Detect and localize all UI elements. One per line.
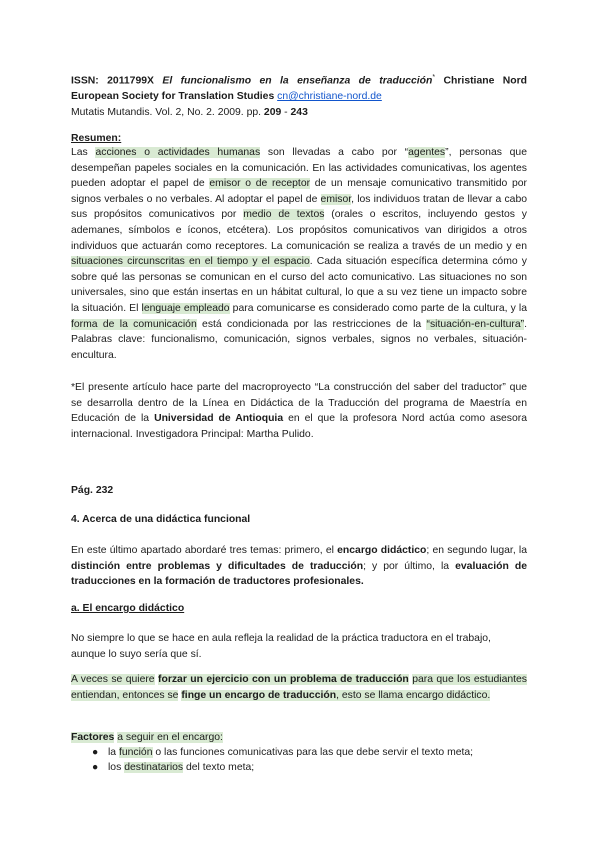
list-item: ● los destinatarios del texto meta; <box>92 762 255 773</box>
term-distincion: distinción entre problemas y dificultades de traducción <box>71 560 364 572</box>
highlight-agentes: agentes <box>408 147 446 158</box>
factores-heading: Factores a seguir en el encargo: <box>71 732 223 743</box>
author-email-link[interactable]: cn@christiane-nord.de <box>277 91 382 103</box>
section-intro: En este último apartado abordaré tres temas: primero, el encargo didáctico; en segundo lugar, la distinción entre problemas y dificultades de traducción; y por último, la evaluación de traducciones en la formación de traductores profesionales. <box>71 545 527 587</box>
abstract-paragraph: Las acciones o actividades humanas son llevadas a cabo por “agentes”, personas que desempeñan papeles sociales en la comunicación. En las actividades comunicativas, los agentes pueden adoptar el papel de emisor o de receptor de un mensaje comunicativo transmitido por signos verbales o no verbales. Al adoptar el papel de emisor, los individuos tratan de llevar a cabo sus propósitos comunicativos por medio de textos (orales o escritos, incluyendo gestos y ademanes, símbolos e íconos, etcétera). Los propósitos comunicativos van dirigidos a otros individuos que actuarán como receptores. La comunicación se realiza a través de un medio y en situaciones circunscritas en el tiempo y el espacio. Cada situación específica determina cómo y sobre qué las personas se comunican en el curso del acto comunicativo. Las situaciones no son universales, sino que están insertas en un hábitat cultural, lo que a su vez tiene un impacto sobre la situación. El lenguaje empleado para comunicarse es considerado como parte de la cultura, y la forma de la comunicación está condicionada por las restricciones de la “situación-en-cultura”. Palabras clave: funcionalismo, comunicación, signos verbales, signos no verbales, situación-encultura. <box>71 147 528 361</box>
header-line-1 <box>71 70 527 89</box>
article-title: El funcionalismo en la enseñanza de traducción <box>162 75 433 87</box>
issn: ISSN: 2011799X <box>71 75 154 87</box>
society-name: European Society for Translation Studies <box>71 91 275 103</box>
section-heading: 4. Acerca de una didáctica funcional <box>71 514 251 525</box>
term-encargo-didactico: encargo didáctico <box>337 545 427 556</box>
list-item: ● la función o las funciones comunicativas para las que debe servir el texto meta; <box>92 747 474 758</box>
journal-citation: Mutatis Mutandis. Vol. 2, No. 2. 2009. pp. 209 - 243 <box>71 107 308 119</box>
page-label: Pág. 232 <box>71 485 114 496</box>
author-name: Christiane Nord <box>443 75 528 87</box>
bullet-icon: ● <box>92 747 99 758</box>
highlight-forma-comunicacion: forma de la comunicación <box>71 318 197 330</box>
subsection-heading: a. El encargo didáctico <box>71 603 185 614</box>
footnote: *El presente artículo hace parte del macroproyecto “La construcción del saber del traductor” que se desarrolla dentro de la Línea en Didáctica de la Traducción del programa de Maestría en Educación de la Universidad de Antioquia en el que la profesora Nord actúa como asesora internacional. Investigadora Principal: Martha Pulido. <box>71 382 528 440</box>
header-line-2 <box>71 89 527 105</box>
page-end: 243 <box>290 107 308 119</box>
highlight-medio-textos: medio de textos <box>243 209 325 221</box>
highlight-situacion-cultura: “situación-en-cultura” <box>426 318 525 330</box>
highlight-acciones: acciones o actividades humanas <box>95 147 261 158</box>
highlight-situaciones: situaciones circunscritas en el tiempo y el espacio <box>71 256 310 268</box>
highlight-funcion: función <box>118 747 153 758</box>
highlighted-paragraph: A veces se quiere forzar un ejercicio con un problema de traducción para que los estudiantes entiendan, entonces se finge un encargo de traducción, esto se llama encargo didáctico. <box>71 674 527 701</box>
term-forzar-ejercicio: forzar un ejercicio con un problema de traducción <box>158 674 409 685</box>
factores-list <box>71 745 527 775</box>
document-header <box>71 70 527 121</box>
abstract-heading: Resumen: <box>71 133 122 144</box>
highlight-emisor-receptor: emisor o de receptor <box>209 178 311 190</box>
subsection-paragraph: No siempre lo que se hace en aula refleja la realidad de la práctica traductora en el trabajo, aunque lo suyo sería que sí. <box>71 633 491 660</box>
factores-block <box>71 730 527 775</box>
page-start: 209 <box>263 107 282 119</box>
term-finge-encargo: finge un encargo de traducción <box>181 689 337 701</box>
highlight-emisor: emisor <box>320 193 352 205</box>
term-evaluacion: evaluación de traducciones en la formación de traductores profesionales. <box>71 560 527 587</box>
bullet-icon: ● <box>92 762 99 773</box>
highlight-lenguaje: lenguaje empleado <box>141 302 230 314</box>
university-name: Universidad de Antioquia <box>154 413 284 424</box>
highlight-destinatarios: destinatarios <box>124 762 184 773</box>
footnote-mark: * <box>432 74 436 81</box>
